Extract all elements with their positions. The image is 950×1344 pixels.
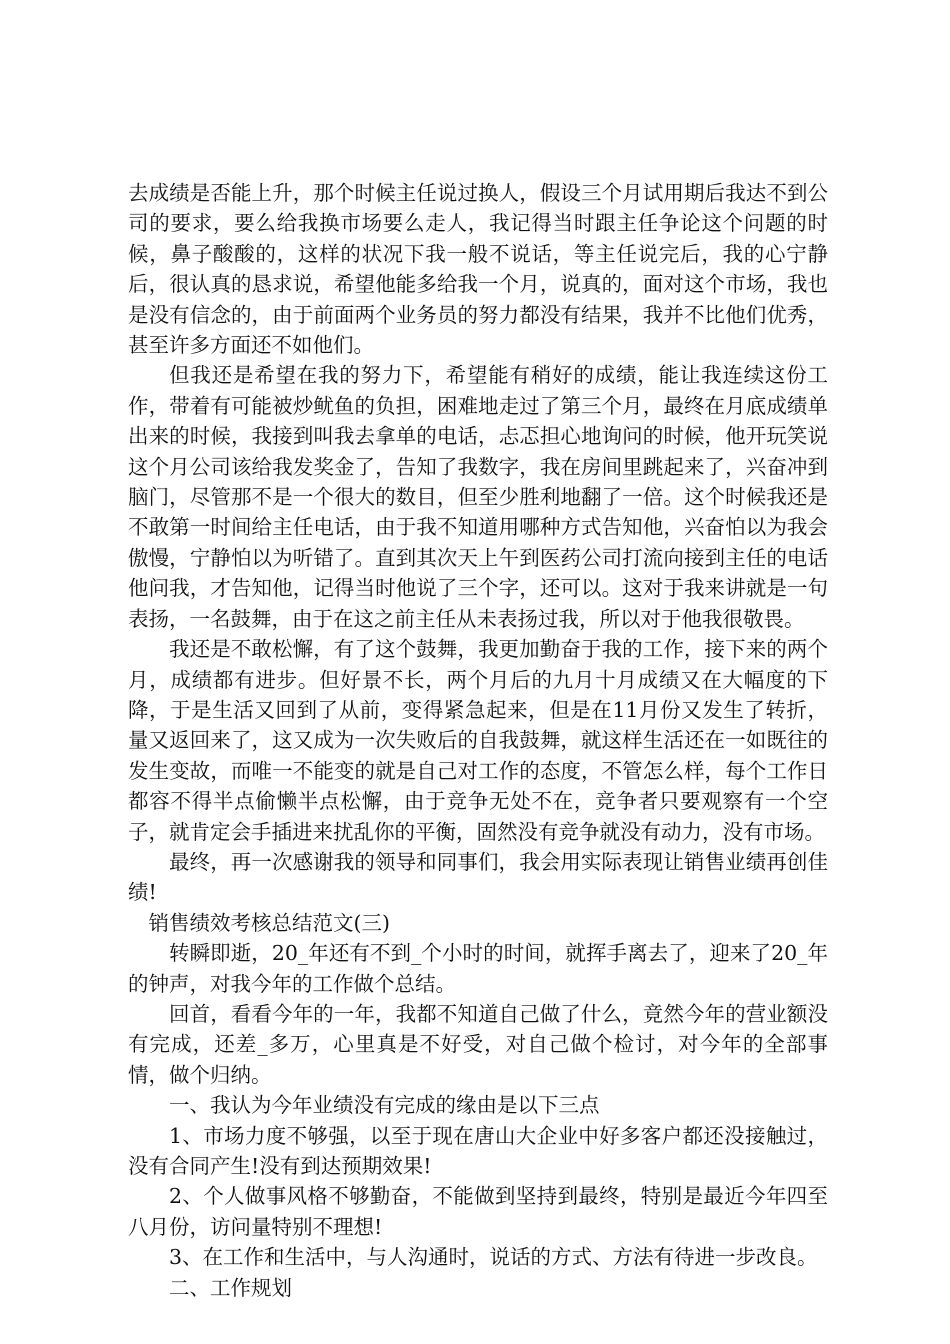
document-body bbox=[128, 178, 828, 1303]
heading-reasons: 一、我认为今年业绩没有完成的缘由是以下三点 bbox=[169, 1093, 600, 1118]
paragraph-thanks: 最终，再一次感谢我的领导和同事们，我会用实际表现让销售业绩再创佳绩! bbox=[128, 849, 828, 905]
paragraph-continuation: 去成绩是否能上升，那个时候主任说过换人，假设三个月试用期后我达不到公司的要求，要么给我换市场要么走人，我记得当时跟主任争论这个问题的时候，鼻子酸酸的，这样的状况下我一般不说话，等主任说完后，我的心宁静后，很认真的恳求说，希望他能多给我一个月，说真的，面对这个市场，我也是没有信念的，由于前面两个业务员的努力都没有结果，我并不比他们优秀，甚至许多方面还不如他们。 bbox=[128, 181, 828, 358]
paragraph-review: 回首，看看今年的一年，我都不知道自己做了什么，竟然今年的营业额没有完成，还差_多万，心里真是不好受，对自己做个检讨，对今年的全部事情，做个归纳。 bbox=[128, 1001, 828, 1087]
list-item-reason-3: 3、在工作和生活中，与人沟通时，说话的方式、方法有待进一步改良。 bbox=[169, 1245, 818, 1270]
paragraph-third-month: 但我还是希望在我的努力下，希望能有稍好的成绩，能让我连续这份工作，带着有可能被炒鱿鱼的负担，困难地走过了第三个月，最终在月底成绩单出来的时候，我接到叫我去拿单的电话，忐忑担心地询问的时候，他开玩笑说这个月公司该给我发奖金了，告知了我数字，我在房间里跳起来了，兴奋冲到脑门，尽管那不是一个很大的数目，但至少胜利地翻了一倍。这个时候我还是不敢第一时间给主任电话，由于我不知道用哪种方式告知他，兴奋怕以为我会傲慢，宁静怕以为听错了。直到其次天上午到医药公司打流向接到主任的电话他问我，才告知他，记得当时他说了三个字，还可以。这对于我来讲就是一句表扬，一名鼓舞，由于在这之前主任从未表扬过我，所以对于他我很敬畏。 bbox=[128, 363, 828, 631]
list-item-reason-1: 1、市场力度不够强，以至于现在唐山大企业中好多客户都还没接触过，没有合同产生!没有到达预期效果! bbox=[128, 1123, 828, 1178]
section-title-sample-three: 销售绩效考核总结范文(三) bbox=[148, 910, 390, 935]
list-item-reason-2: 2、个人做事风格不够勤奋，不能做到坚持到最终，特别是最近今年四至八月份，访问量特别不理想! bbox=[128, 1184, 828, 1239]
heading-work-plan: 二、工作规划 bbox=[169, 1275, 292, 1300]
paragraph-year-end: 转瞬即逝，20_年还有不到_个小时的时间，就挥手离去了，迎来了20_年的钟声，对我今年的工作做个总结。 bbox=[128, 941, 828, 996]
paragraph-no-slack: 我还是不敢松懈，有了这个鼓舞，我更加勤奋于我的工作，接下来的两个月，成绩都有进步。但好景不长，两个月后的九月十月成绩又在大幅度的下降，于是生活又回到了从前，变得紧急起来，但是在11月份又发生了转折，量又返回来了，这又成为一次失败后的自我鼓舞，就这样生活还在一如既往的发生变故，而唯一不能变的就是自己对工作的态度，不管怎么样，每个工作日都容不得半点偷懒半点松懈，由于竞争无处不在，竞争者只要观察有一个空子，就肯定会手插进来扰乱你的平衡，固然没有竞争就没有动力，没有市场。 bbox=[128, 637, 828, 844]
